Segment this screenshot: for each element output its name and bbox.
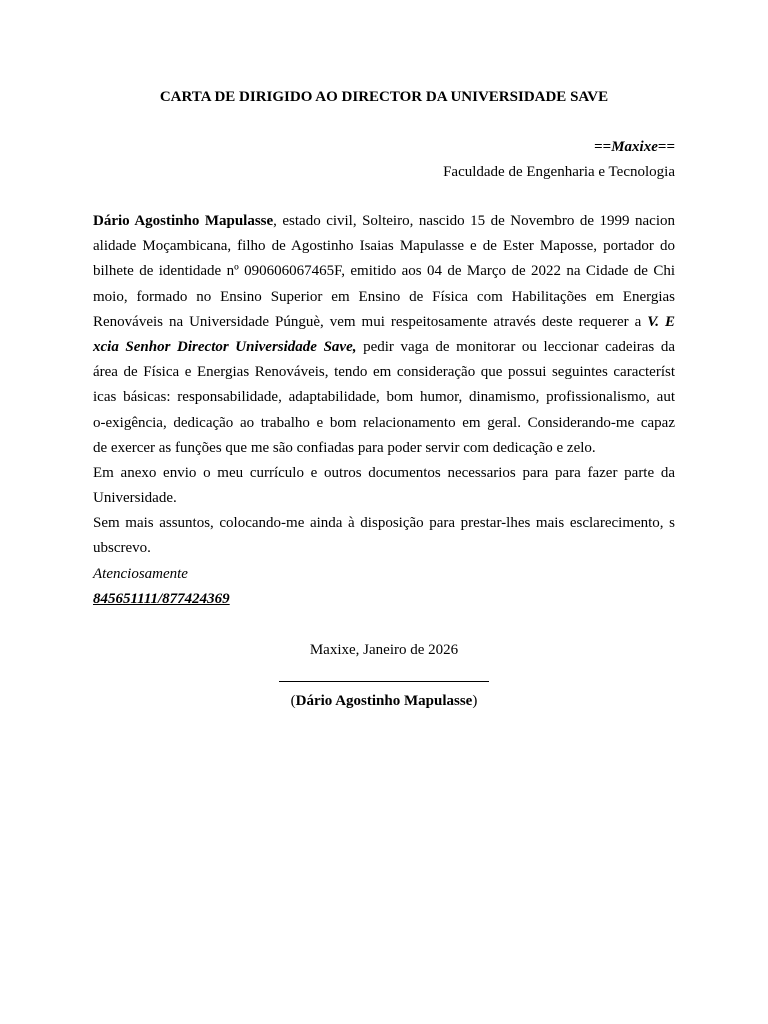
body-line: de exercer as funções que me são confiadas para poder servir com dedicação e zelo. — [93, 439, 596, 456]
body-text: , estado civil, Solteiro, nascido 15 de Novembro de 1999 nacion — [273, 213, 675, 229]
signature-name: Dário Agostinho Mapulasse — [295, 693, 473, 709]
reference-name: Maxixe — [611, 139, 658, 155]
body-line: icas básicas: responsabilidade, adaptabilidade, bom humor, dinamismo, profissionalismo, aut — [93, 389, 675, 406]
body-line — [93, 335, 675, 360]
addressee-title: xcia Senhor Director Universidade Save, — [93, 338, 357, 355]
body-line: Sem mais assuntos, colocando-me ainda à disposição para prestar-lhes mais esclarecimento, s — [93, 515, 675, 532]
body-text: Renováveis na Universidade Púnguè, vem mui respeitosamente através deste requerer a — [93, 313, 648, 330]
addressee-title: V. E — [647, 313, 676, 330]
body-line: alidade Moçambicana, filho de Agostinho Isaias Mapulasse e de Ester Maposse, portador do — [93, 238, 675, 255]
letter-body — [93, 209, 675, 612]
faculty-name: Faculdade de Engenharia e Tecnologia — [443, 164, 675, 180]
body-line: ubscrevo. — [93, 540, 151, 557]
reference-prefix: == — [594, 139, 612, 155]
body-line — [93, 209, 675, 234]
signature-close-paren: ) — [472, 693, 478, 709]
body-line — [93, 310, 675, 335]
signature-line — [279, 681, 489, 682]
place-and-date: Maxixe, Janeiro de 2026 — [309, 642, 459, 658]
phone-line — [93, 587, 675, 612]
reference-suffix: == — [657, 139, 675, 155]
body-line: o-exigência, dedicação ao trabalho e bom relacionamento em geral. Considerando-me capaz — [93, 414, 675, 431]
applicant-name: Dário Agostinho Mapulasse — [93, 213, 274, 229]
body-line: Em anexo envio o meu currículo e outros documentos necessarios para para fazer parte da — [93, 464, 675, 481]
body-line: moio, formado no Ensino Superior em Ensino de Física com Habilitações em Energias — [93, 288, 675, 305]
body-line: área de Física e Energias Renováveis, tendo em consideração que possui seguintes característ — [93, 364, 675, 381]
document-title: CARTA DE DIRIGIDO AO DIRECTOR DA UNIVERSIDADE SAVE — [159, 89, 609, 105]
body-text: pedir vaga de monitorar ou leccionar cadeiras da — [356, 338, 675, 355]
closing-salutation: Atenciosamente — [93, 565, 188, 582]
phone-numbers: 845651111/877424369 — [93, 590, 230, 607]
signature-block — [0, 692, 768, 710]
body-line: Universidade. — [93, 490, 177, 507]
signature-open-paren: ( — [290, 693, 296, 709]
reference-line — [0, 138, 675, 156]
body-line: bilhete de identidade nº 090606067465F, emitido aos 04 de Março de 2022 na Cidade de Chi — [93, 263, 675, 280]
